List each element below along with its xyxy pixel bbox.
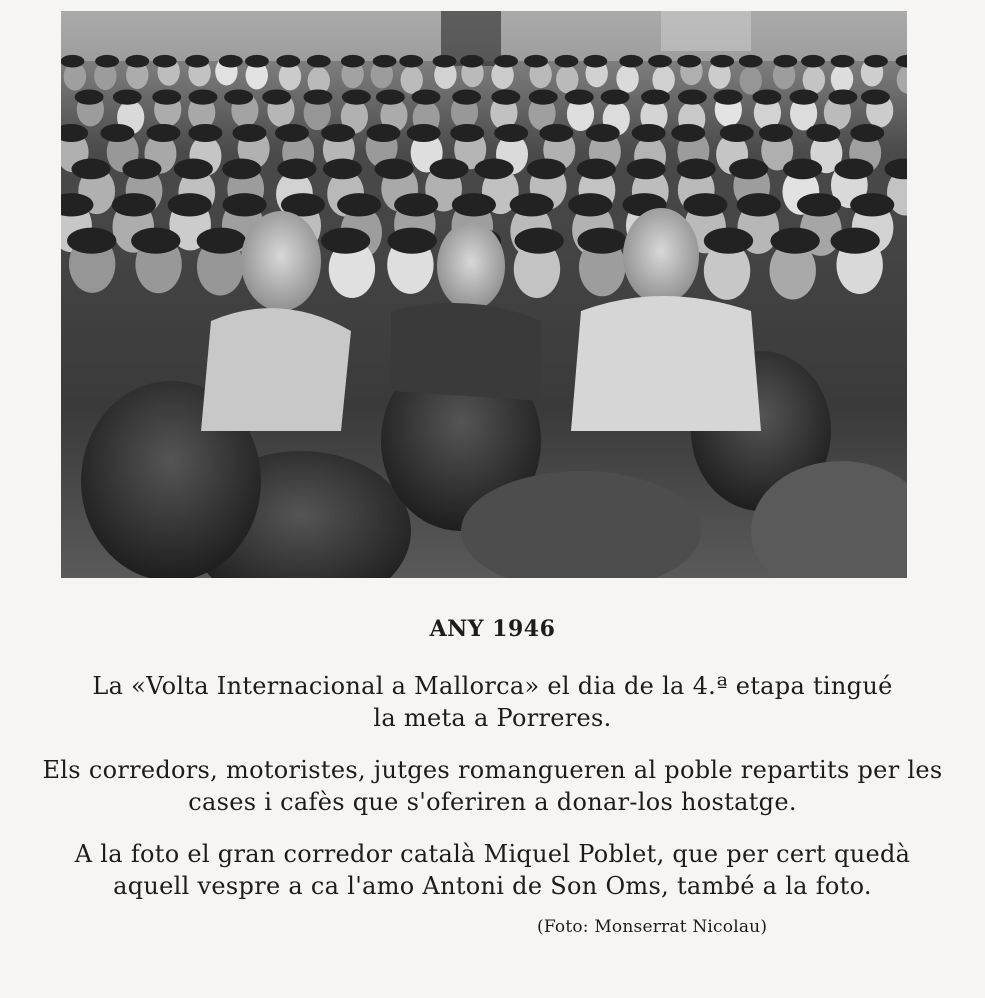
crowd-hair [729,159,768,180]
crowd-hair [704,228,753,254]
crowd-face [652,66,674,94]
crowd-face [616,65,638,93]
crowd-hair [399,55,423,68]
crowd-hair [75,89,104,104]
caption-paragraph-2 [0,754,985,818]
photo-credit: (Foto: Monserrat Nicolau) [537,917,768,937]
crowd-hair [770,228,819,254]
crowd-hair [648,55,672,68]
crowd-hair [61,55,84,68]
crowd-hair [131,228,180,254]
crowd-hair [831,55,855,68]
crowd-hair [577,228,626,254]
crowd-hair [168,193,212,216]
crowd-hair [452,193,496,216]
crowd-hair [601,89,630,104]
crowd-hair [224,89,253,104]
crowd-hair [568,193,612,216]
crowd-hair [341,55,365,68]
crowd-hair [861,89,890,104]
caption-line: A la foto el gran corredor català Miquel Poblet, que per cert quedà [74,840,911,868]
crowd-hair [641,89,670,104]
crowd-hair [219,55,243,68]
crowd-hair [677,159,716,180]
crowd-hair [233,124,267,142]
crowd-hair [586,124,620,142]
crowd-hair [783,159,822,180]
crowd-hair [407,124,441,142]
crowd-hair [510,193,554,216]
crowd-hair [113,89,142,104]
crowd-hair [275,124,309,142]
crowd-hair [565,89,594,104]
crowd-hair [577,159,616,180]
crowd-hair [677,55,701,68]
crowd-hair [555,55,579,68]
crowd-hair [122,159,161,180]
crowd-hair [773,55,797,68]
crowd-hair [801,55,825,68]
crowd-hair [153,55,177,68]
crowd-hair [678,89,707,104]
crowd-hair [342,89,371,104]
crowd-hair [627,159,666,180]
crowd-hair [828,89,857,104]
crowd-hair [739,55,763,68]
crowd-hair [737,193,781,216]
crowd-hair [387,228,436,254]
crowd-hair [188,124,222,142]
crowd-face [740,67,762,95]
crowd-hair [514,228,563,254]
crowd-hair [583,55,607,68]
crowd-hair [125,55,149,68]
crowd-hair [524,55,548,68]
crowd-hair [185,55,209,68]
crowd-hair [303,89,332,104]
crowd-hair [321,124,355,142]
crowd-hair [671,124,705,142]
crowd-hair [95,55,119,68]
crowd-hair [529,89,558,104]
caption-line: La «Volta Internacional a Mallorca» el dia de la 4.ª etapa tingué [92,672,893,700]
crowd-hair [752,89,781,104]
crowd-hair [376,89,405,104]
caption-line: la meta a Porreres. [373,704,612,732]
crowd-hair [527,159,566,180]
crowd-hair [323,159,362,180]
crowd-hair [152,89,181,104]
caption-line: aquell vespre a ca l'amo Antoni de Son Oms, també a la foto. [113,872,872,900]
crowd-hair [245,55,269,68]
crowd-hair [337,193,381,216]
crowd-face [803,66,825,94]
crowd-hair [277,159,316,180]
crowd-hair [714,89,743,104]
crowd-face [556,65,578,93]
crowd-hair [864,55,888,68]
crowd-hair [710,55,734,68]
crowd-hair [683,193,727,216]
crowd-photo [61,11,907,578]
crowd-hair [806,124,840,142]
crowd-hair [375,159,414,180]
heading-year: ANY 1946 [429,616,556,642]
crowd-hair [850,124,884,142]
crowd-hair [112,193,156,216]
crowd-hair [71,159,110,180]
caption-line: Els corredors, motoristes, jutges romangueren al poble repartits per les [42,756,943,784]
crowd-face [831,65,853,93]
crowd-hair [789,89,818,104]
crowd-hair [494,55,518,68]
crowd-hair [174,159,213,180]
crowd-hair [433,55,457,68]
crowd-hair [619,55,643,68]
crowd-hair [146,124,180,142]
crowd-hair [366,124,400,142]
crowd-photo-image [61,11,907,578]
crowd-hair [720,124,754,142]
crowd-hair [475,159,514,180]
crowd-hair [276,55,300,68]
crowd-hair [262,89,291,104]
crowd-hair [321,228,370,254]
crowd-hair [197,228,246,254]
crowd-hair [412,89,441,104]
crowd-hair [850,193,894,216]
crowd-hair [222,193,266,216]
crowd-hair [222,159,261,180]
crowd-hair [373,55,397,68]
crowd-hair [189,89,218,104]
crowd-hair [494,124,528,142]
crowd-hair [452,89,481,104]
crowd-hair [759,124,793,142]
crowd-hair [491,89,520,104]
caption-paragraph-3 [0,838,985,902]
caption-line: cases i cafès que s'oferiren a donar-los hostatge. [188,788,797,816]
crowd-hair [450,124,484,142]
crowd-hair [307,55,331,68]
crowd-hair [797,193,841,216]
crowd-hair [460,55,484,68]
crowd-face [401,66,423,94]
crowd-hair [67,228,116,254]
crowd-hair [430,159,469,180]
crowd-hair [834,159,873,180]
crowd-hair [831,228,880,254]
crowd-hair [100,124,134,142]
caption-paragraph-1 [0,670,985,734]
crowd-hair [539,124,573,142]
crowd-hair [394,193,438,216]
crowd-hair [632,124,666,142]
